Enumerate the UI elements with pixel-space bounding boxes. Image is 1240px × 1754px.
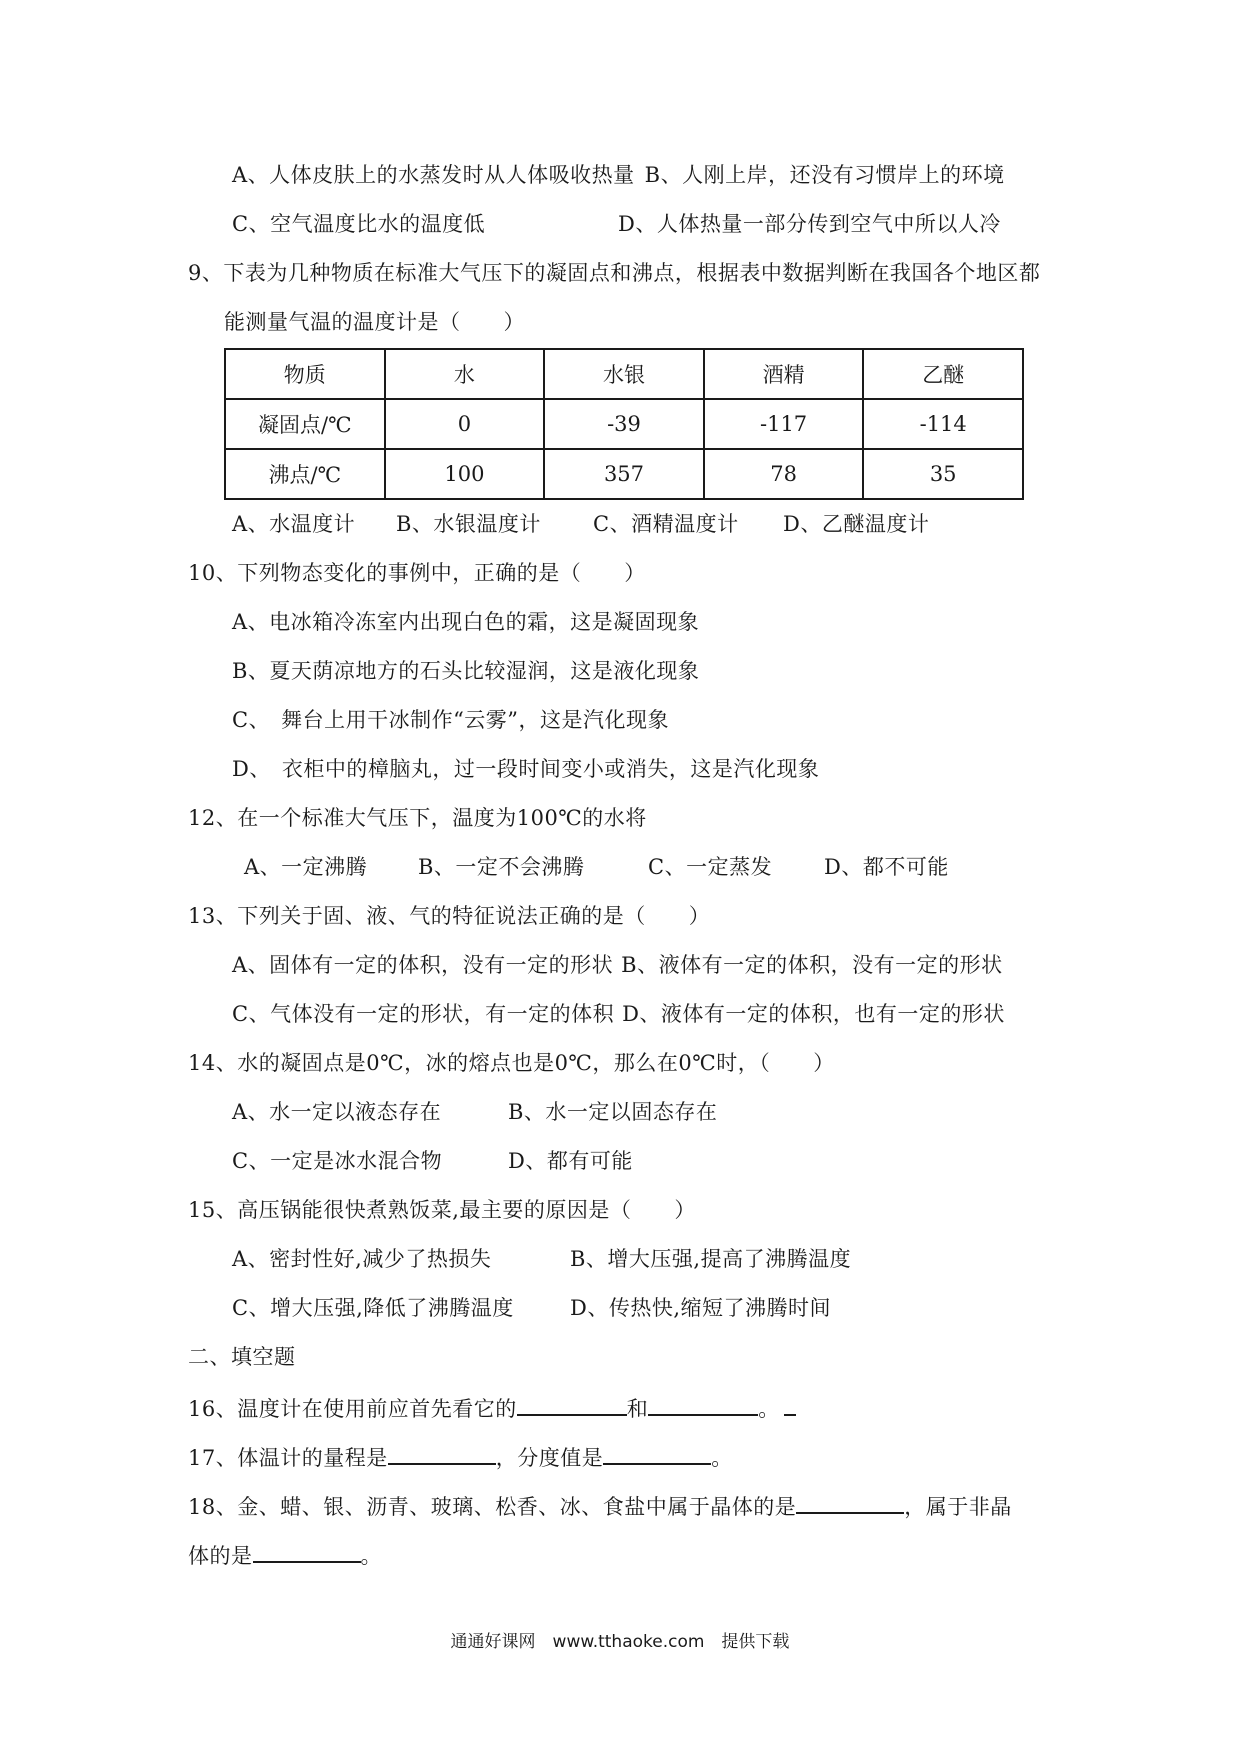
q18-blank-2[interactable] (253, 1539, 361, 1563)
q15-stem: 15、高压锅能很快煮熟饭菜,最主要的原因是（ ） (188, 1198, 696, 1222)
q10-option-a: A、电冰箱冷冻室内出现白色的霜，这是凝固现象 (232, 610, 700, 634)
table-cell: -117 (704, 399, 864, 449)
q18-text-4: 。 (360, 1544, 382, 1568)
q16-text-1: 16、温度计在使用前应首先看它的 (188, 1397, 517, 1421)
q15-option-a: A、密封性好,减少了热损失 (232, 1247, 492, 1271)
table-cell: 水 (385, 349, 545, 399)
q12-option-c: C、一定蒸发 (648, 855, 773, 879)
q10-option-b: B、夏天荫凉地方的石头比较湿润，这是液化现象 (232, 659, 700, 683)
q15-option-d: D、传热快,缩短了沸腾时间 (570, 1296, 832, 1320)
q13-options-row1 (232, 951, 1003, 979)
q13-options-row2 (232, 1000, 1005, 1028)
q8-option-c: C、空气温度比水的温度低 (232, 212, 486, 236)
table-cell: 水银 (544, 349, 704, 399)
q16-blank-2[interactable] (648, 1392, 758, 1416)
table-cell: 100 (385, 449, 545, 499)
q15-options-row2 (232, 1294, 831, 1322)
q9-stem-line1: 9、下表为几种物质在标准大气压下的凝固点和沸点，根据表中数据判断在我国各个地区都 (188, 261, 1041, 285)
q15-options-row1 (232, 1245, 851, 1273)
q8-option-b: B、人刚上岸，还没有习惯岸上的环境 (644, 163, 1005, 187)
table-cell: -114 (863, 399, 1023, 449)
q9-option-d: D、乙醚温度计 (783, 512, 930, 536)
q9-options (232, 510, 929, 538)
table-cell: 0 (385, 399, 545, 449)
q13-option-a: A、固体有一定的体积，没有一定的形状 (232, 953, 614, 977)
q9-option-c: C、酒精温度计 (593, 512, 739, 536)
q8-options-row1 (232, 161, 1005, 189)
q10-option-d: D、 衣柜中的樟脑丸，过一段时间变小或消失，这是汽化现象 (232, 757, 820, 781)
q15-option-c: C、增大压强,降低了沸腾温度 (232, 1296, 514, 1320)
q14-stem: 14、水的凝固点是0℃，冰的熔点也是0℃，那么在0℃时，（ ） (188, 1051, 835, 1075)
table-cell: 乙醚 (863, 349, 1023, 399)
q12-stem: 12、在一个标准大气压下，温度为100℃的水将 (188, 806, 647, 830)
q18-text-1: 18、金、蜡、银、沥青、玻璃、松香、冰、食盐中属于晶体的是 (188, 1495, 797, 1519)
q14-option-a: A、水一定以液态存在 (232, 1100, 442, 1124)
q17-text-2: ，分度值是 (495, 1446, 604, 1470)
q17-blank-2[interactable] (603, 1441, 711, 1465)
table-cell: 酒精 (704, 349, 864, 399)
q8-options-row2 (232, 210, 1001, 238)
q18-text-3: 体的是 (188, 1544, 253, 1568)
q14-option-b: B、水一定以固态存在 (508, 1100, 718, 1124)
q18-line2 (188, 1539, 382, 1570)
q12-option-b: B、一定不会沸腾 (418, 855, 585, 879)
q9-data-table (224, 348, 1024, 500)
q13-option-d: D、液体有一定的体积，也有一定的形状 (622, 1002, 1005, 1026)
q13-stem: 13、下列关于固、液、气的特征说法正确的是（ ） (188, 904, 711, 928)
q16-trailing-mark (784, 1392, 796, 1416)
q14-option-c: C、一定是冰水混合物 (232, 1149, 443, 1173)
q16-text-3: 。 (758, 1397, 780, 1421)
table-row (225, 349, 1023, 399)
table-cell: 物质 (225, 349, 385, 399)
q18-blank-1[interactable] (796, 1490, 904, 1514)
table-cell: 沸点/℃ (225, 449, 385, 499)
q10-option-c: C、 舞台上用干冰制作“云雾”，这是汽化现象 (232, 708, 670, 732)
q17 (188, 1441, 733, 1472)
q14-options-row1 (232, 1098, 717, 1126)
q8-option-d: D、人体热量一部分传到空气中所以人冷 (618, 212, 1001, 236)
table-cell: 35 (863, 449, 1023, 499)
q9-option-a: A、水温度计 (232, 512, 356, 536)
q17-text-1: 17、体温计的量程是 (188, 1446, 388, 1470)
q14-options-row2 (232, 1147, 633, 1175)
q9-option-b: B、水银温度计 (396, 512, 541, 536)
q17-text-3: 。 (711, 1446, 733, 1470)
table-cell: 357 (544, 449, 704, 499)
q14-option-d: D、都有可能 (508, 1149, 633, 1173)
q12-option-a: A、一定沸腾 (244, 855, 368, 879)
table-row (225, 449, 1023, 499)
section-heading: 二、填空题 (188, 1345, 296, 1369)
q16-text-2: 和 (626, 1397, 649, 1421)
table-cell: 凝固点/℃ (225, 399, 385, 449)
q12-option-d: D、都不可能 (824, 855, 949, 879)
q18-text-2: ，属于非晶 (904, 1495, 1012, 1519)
q13-option-c: C、气体没有一定的形状，有一定的体积 (232, 1002, 615, 1026)
page-footer: 通通好课网 www.tthaoke.com 提供下载 (450, 1632, 790, 1652)
q18-line1 (188, 1490, 1012, 1521)
q17-blank-1[interactable] (388, 1441, 496, 1465)
q12-options (244, 853, 949, 881)
q16-blank-1[interactable] (517, 1392, 627, 1416)
table-cell: 78 (704, 449, 864, 499)
table-cell: -39 (544, 399, 704, 449)
q16 (188, 1392, 796, 1423)
q8-option-a: A、人体皮肤上的水蒸发时从人体吸收热量 (232, 163, 635, 187)
q15-option-b: B、增大压强,提高了沸腾温度 (570, 1247, 852, 1271)
table-row (225, 399, 1023, 449)
q10-stem: 10、下列物态变化的事例中，正确的是（ ） (188, 561, 646, 585)
q9-stem-line2: 能测量气温的温度计是（ ） (224, 310, 525, 334)
q13-option-b: B、液体有一定的体积，没有一定的形状 (621, 953, 1003, 977)
